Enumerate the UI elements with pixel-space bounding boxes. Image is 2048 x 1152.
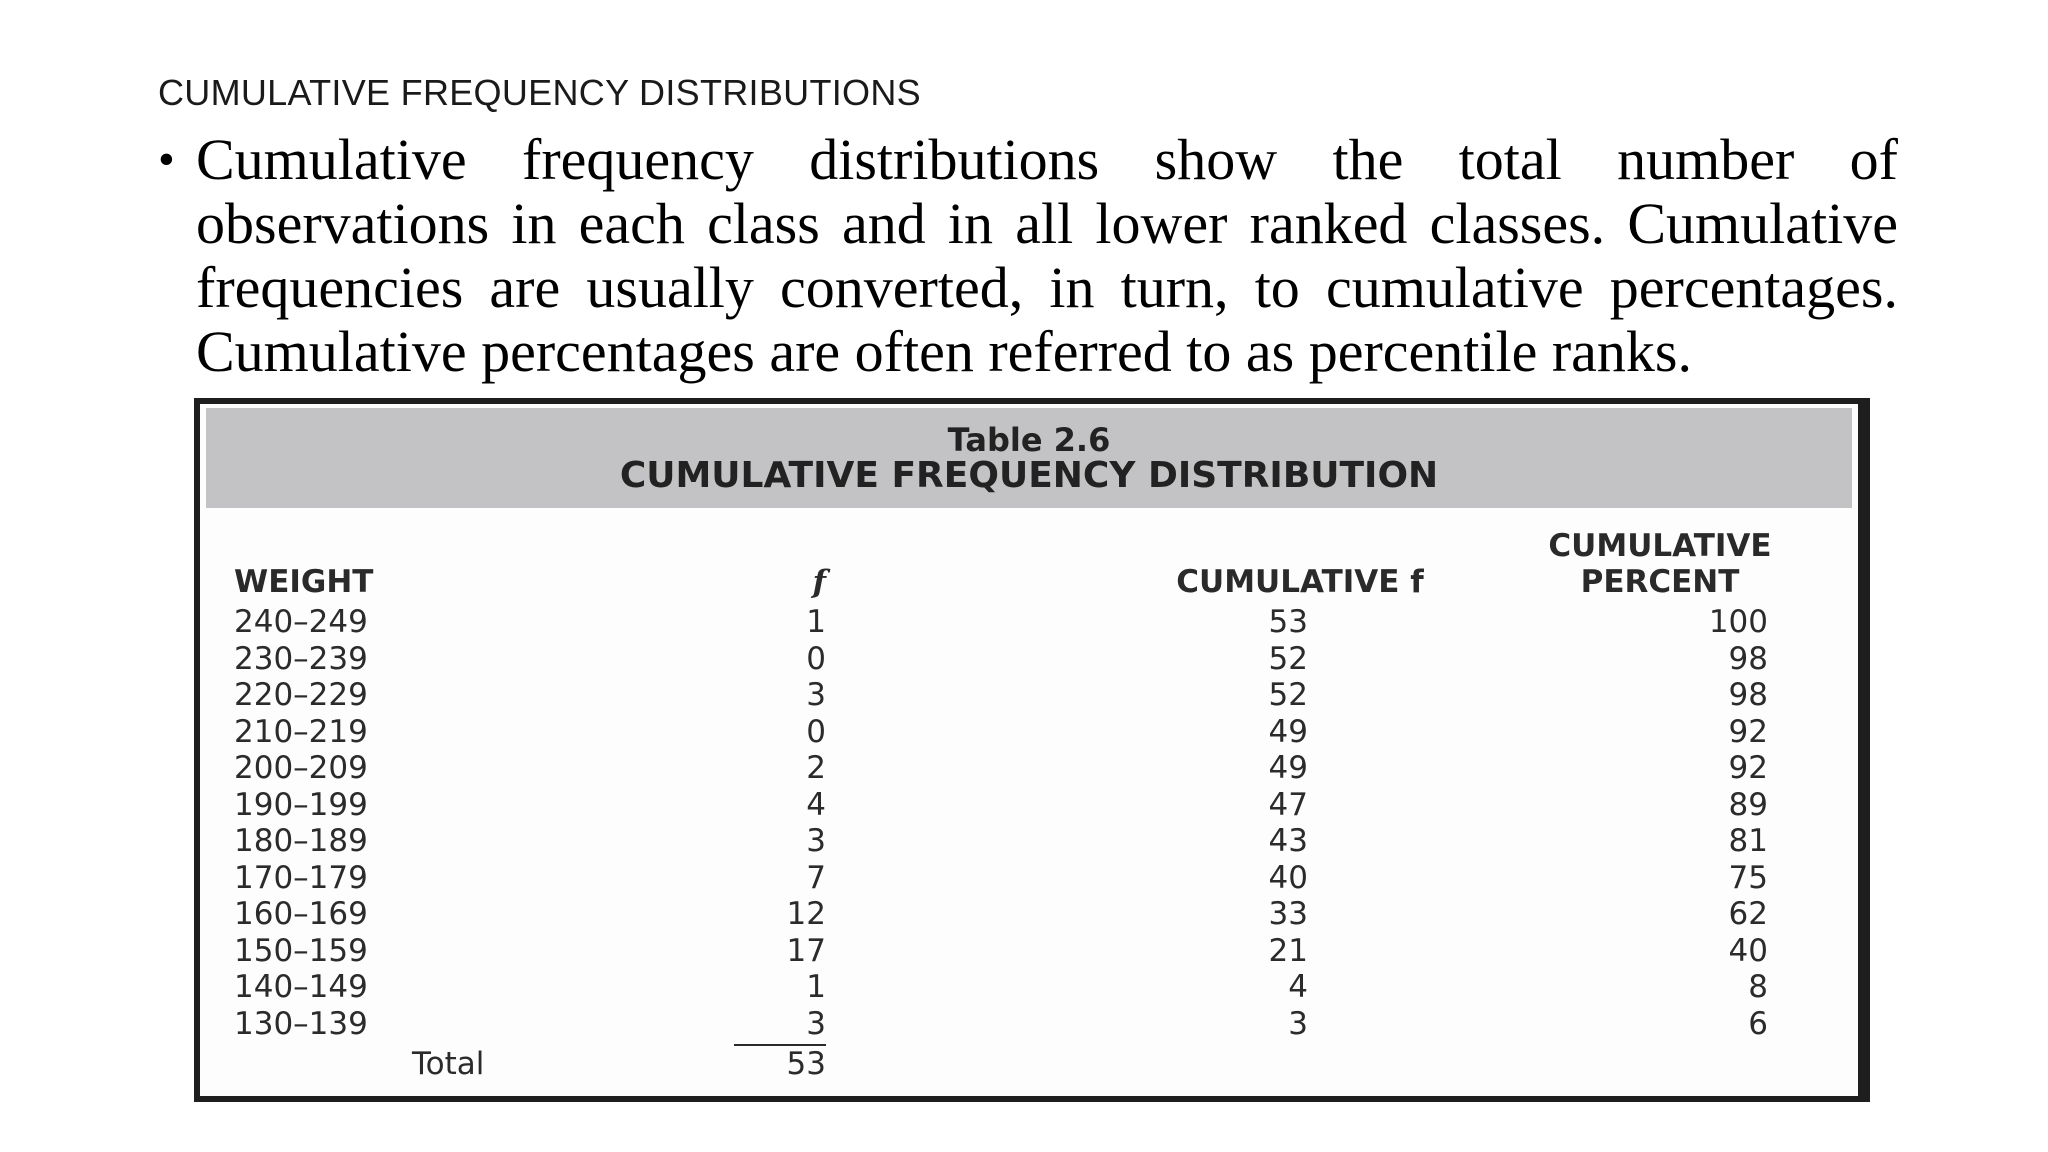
cumulative-f-cell: 33 [1268,896,1308,932]
weight-cell: 240–249 [234,604,368,640]
cumulative-percent-cell: 62 [1728,896,1768,932]
column-header-f: f [812,564,826,600]
cumulative-percent-cell: 98 [1728,677,1768,713]
weight-cell: 230–239 [234,640,368,677]
weight-cell: 130–139 [234,1005,368,1042]
column-header-cumulative-percent-line2: PERCENT [1580,564,1740,600]
weight-cell: 140–149 [234,969,368,1005]
bullet-dot-icon: • [158,133,175,186]
table-caption: CUMULATIVE FREQUENCY DISTRIBUTION [619,455,1439,496]
cumulative-percent-cell: 92 [1728,750,1768,786]
table-row [200,787,1858,824]
cumulative-f-cell: 52 [1268,677,1308,713]
cumulative-f-cell: 3 [1288,1005,1308,1042]
cumulative-f-cell: 4 [1288,969,1308,1005]
cumulative-f-cell: 49 [1268,713,1308,750]
total-label: Total [412,1046,485,1082]
weight-cell: 180–189 [234,823,368,859]
table-row [200,677,1858,714]
column-header-cumulative-f: CUMULATIVE f [1176,564,1424,600]
cumulative-percent-cell: 100 [1708,604,1768,640]
f-cell: 7 [806,859,826,896]
weight-cell: 200–209 [234,750,368,786]
cumulative-percent-cell: 81 [1728,823,1768,859]
cumulative-f-cell: 52 [1268,640,1308,677]
table-row [200,641,1858,678]
cumulative-f-cell: 21 [1268,932,1308,969]
bullet-text: Cumulative frequency distributions show the total number of observations in each class and in all lower ranked classes. Cumulative frequencies are usually converted, in turn, to cumulative percentages. Cumulative percentages are often referred to as percentile ranks. [196,127,1898,384]
cumulative-percent-cell: 8 [1748,969,1768,1005]
cumulative-f-cell: 43 [1268,823,1308,859]
table-number: Table 2.6 [947,421,1111,459]
cumulative-percent-cell: 40 [1728,932,1768,969]
cumulative-percent-cell: 98 [1728,640,1768,677]
table-row [200,933,1858,970]
weight-cell: 210–219 [234,713,368,750]
f-cell: 17 [786,932,826,969]
f-cell: 1 [806,969,826,1005]
table-row [200,969,1858,1006]
table-row [200,714,1858,751]
table-row [200,750,1858,787]
table-row [200,896,1858,933]
weight-cell: 170–179 [234,859,368,896]
f-cell: 1 [806,604,826,640]
total-value: 53 [786,1046,826,1082]
f-cell: 3 [806,1005,826,1042]
table-header-band [206,408,1852,508]
column-header-cumulative-percent-line1: CUMULATIVE [1548,528,1772,564]
column-header-weight: WEIGHT [234,564,374,600]
f-cell: 0 [806,640,826,677]
f-cell: 0 [806,713,826,750]
cumulative-f-cell: 53 [1268,604,1308,640]
total-row [200,1046,1858,1082]
cumulative-percent-cell: 75 [1728,859,1768,896]
weight-cell: 150–159 [234,932,368,969]
table-row [200,1006,1858,1043]
f-cell: 2 [806,750,826,786]
column-header-cumulative-percent [1510,528,1810,600]
cumulative-f-cell: 40 [1268,859,1308,896]
weight-cell: 190–199 [234,786,368,823]
f-cell: 3 [806,677,826,713]
cumulative-frequency-table [194,398,1870,1102]
f-cell: 4 [806,786,826,823]
table-row [200,823,1858,860]
cumulative-percent-cell: 6 [1748,1005,1768,1042]
slide-title: CUMULATIVE FREQUENCY DISTRIBUTIONS [158,72,921,113]
cumulative-percent-cell: 92 [1728,713,1768,750]
cumulative-f-cell: 47 [1268,786,1308,823]
table-body [200,604,1858,1042]
cumulative-f-cell: 49 [1268,750,1308,786]
cumulative-percent-cell: 89 [1728,786,1768,823]
bullet-paragraph [158,128,1898,384]
weight-cell: 160–169 [234,896,368,932]
table-row [200,860,1858,897]
f-cell: 3 [806,823,826,859]
weight-cell: 220–229 [234,677,368,713]
f-cell: 12 [786,896,826,932]
table-row [200,604,1858,641]
